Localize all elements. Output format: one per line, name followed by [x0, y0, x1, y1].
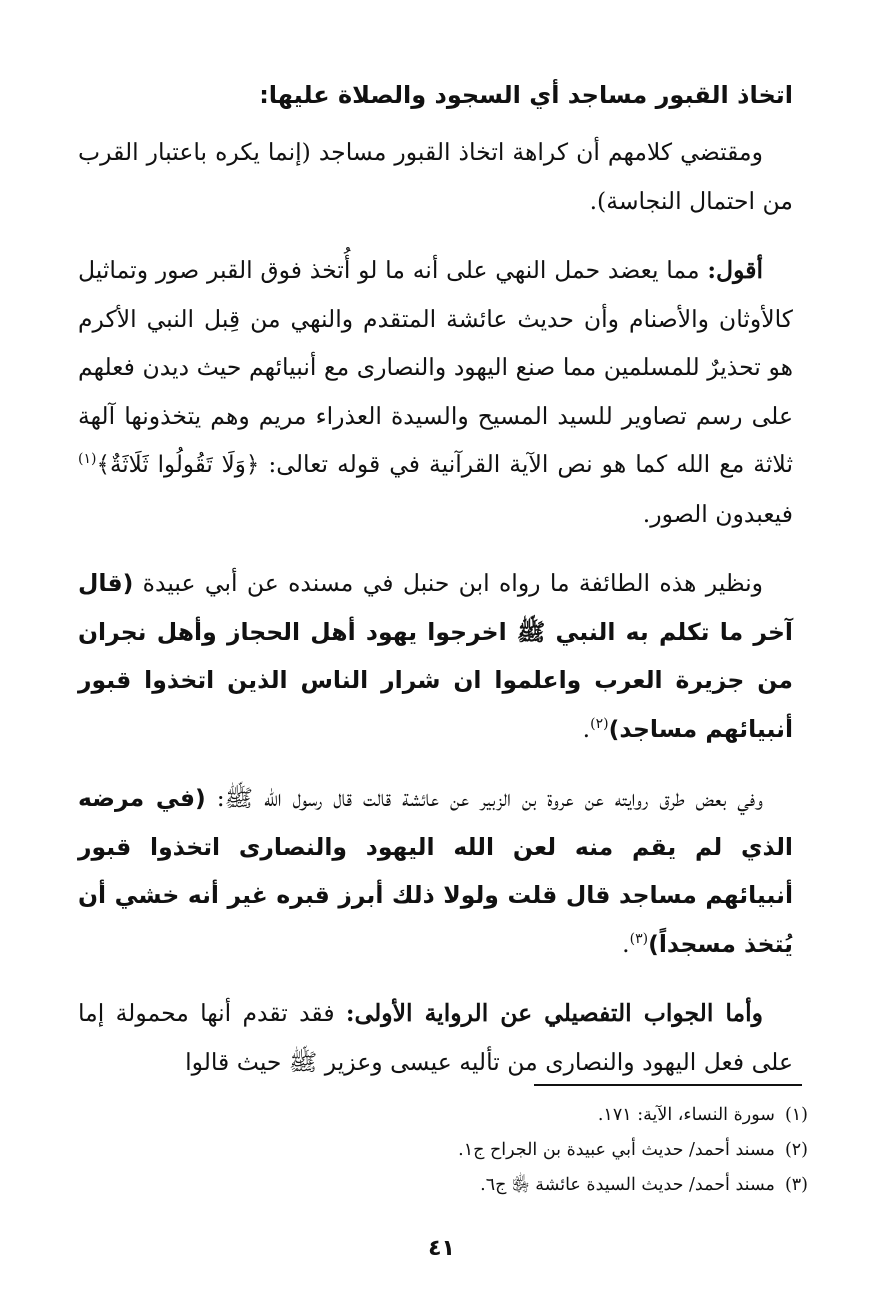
paragraph-5-lead: وأما الجواب التفصيلي عن الرواية الأولى: [345, 999, 763, 1027]
paragraph-4-tail: . [622, 929, 630, 958]
footnote-1 [150, 1098, 808, 1133]
paragraph-4-quote: (في مرضه الذي لم يقم منه لعن الله اليهود والنصارى اتخذوا قبور أنبيائهم مساجد قال قلت ولولا ذلك أبرز قبره غير أنه خشي أن يُتخذ مسجداً) [78, 784, 793, 958]
footnote-3 [150, 1168, 808, 1203]
section-heading: اتخاذ القبور مساجد أي السجود والصلاة عليها: [259, 81, 793, 109]
paragraph-1-text: ومقتضي كلامهم أن كراهة اتخاذ القبور مساجد (إنما يكره باعتبار القرب من احتمال النجاسة). [78, 138, 793, 215]
page-body [78, 70, 793, 1107]
paragraph-3-text: ونظير هذه الطائفة ما رواه ابن حنبل في مسنده عن أبي عبيدة [133, 569, 763, 597]
footnote-text: سورة النساء، الآية: ١٧١. [597, 1105, 775, 1125]
footnote-number: (٢) [784, 1140, 808, 1160]
paragraph-2-text: مما يعضد حمل النهي على أنه ما لو أُتخذ فوق القبر صور وتماثيل كالأوثان والأصنام وأن حديث عائشة المتقدم والنهي من قِبل النبي الأكرم هو تحذيرٌ للمسلمين مما صنع اليهود والنصارى مع أنبيائهم حيث ديدن فعلهم على رسم تصاوير للسيد المسيح والسيدة العذراء مريم وهم يتخذونها آلهة ثلاثة مع الله كما هو نص الآية القرآنية في قوله تعالى: [78, 256, 793, 478]
paragraph-3 [78, 559, 793, 753]
paragraph-1 [78, 128, 793, 225]
paragraph-5-text: فقد تقدم أنها محمولة إما على فعل اليهود والنصارى من تأليه عيسى وعزير ﷺ حيث قالوا [78, 999, 793, 1076]
footnote-number: (٣) [784, 1175, 808, 1195]
quran-verse: ﴿وَلَا تَقُولُوا ثَلَاثَةٌ﴾ [96, 452, 260, 478]
footnote-ref-2: (٢) [590, 715, 609, 732]
footnote-text: مسند أحمد/ حديث أبي عبيدة بن الجراح ج١. [458, 1140, 775, 1160]
footnote-ref-3: (٣) [629, 930, 649, 947]
footnote-text: مسند أحمد/ حديث السيدة عائشة ﵂ ج٦. [480, 1175, 775, 1195]
paragraph-2-lead: أقول: [707, 256, 763, 284]
paragraph-3-quote: (قال آخر ما تكلم به النبي ﷺ اخرجوا يهود أهل الحجاز وأهل نجران من جزيرة العرب واعلموا ان شرار الناس الذين اتخذوا قبور أنبيائهم مساجد) [78, 569, 793, 743]
page-number: ٤١ [428, 1236, 455, 1261]
footnotes [150, 1098, 808, 1203]
paragraph-5 [78, 989, 793, 1086]
footnote-number: (١) [784, 1105, 808, 1125]
paragraph-4 [78, 774, 793, 968]
paragraph-3-tail: . [582, 714, 591, 743]
paragraph-2 [78, 246, 793, 538]
footnote-2 [150, 1133, 808, 1168]
paragraph-2-tail: فيعبدون الصور. [642, 499, 793, 528]
footnote-divider [534, 1084, 802, 1086]
footnote-ref-1: (١) [78, 451, 97, 468]
paragraph-4-text: وفي بعض طرق روايته عن عروة بن الزبير عن عائشة قالت قال رسول الله ﷺ: [205, 784, 763, 812]
